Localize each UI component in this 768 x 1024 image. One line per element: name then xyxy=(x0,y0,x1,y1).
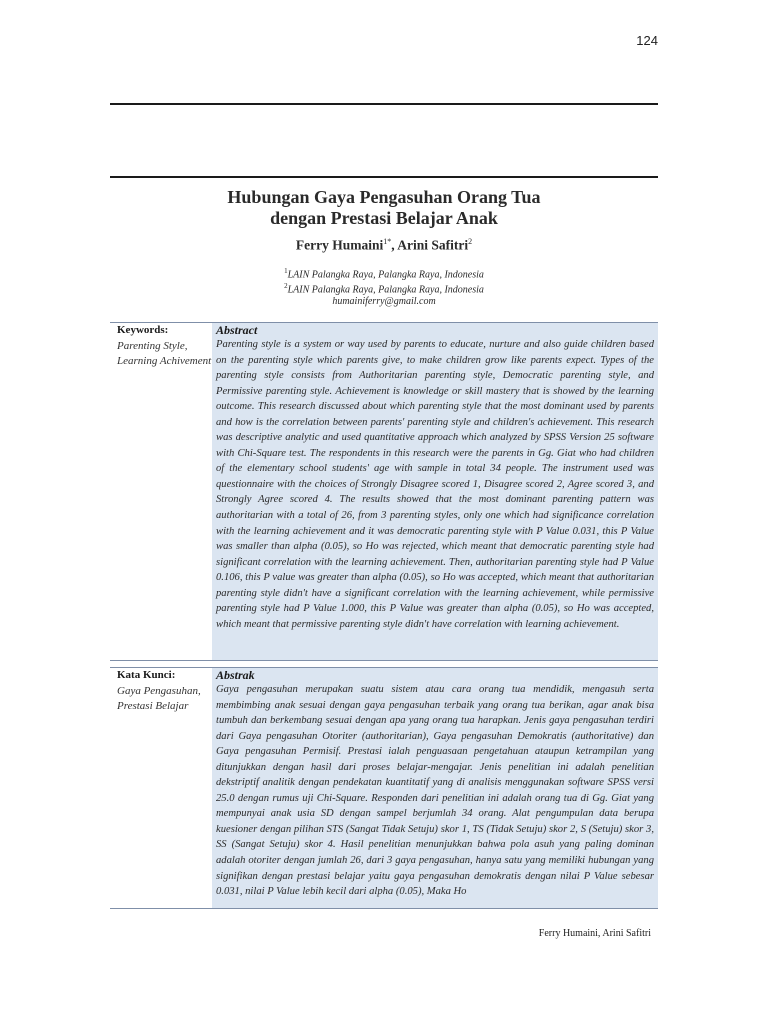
running-footer-authors: Ferry Humaini, Arini Safitri xyxy=(538,928,651,939)
affiliation-2-text: LAIN Palangka Raya, Palangka Raya, Indonesia xyxy=(287,284,484,296)
abstract-heading: Abstract xyxy=(216,323,258,337)
article-title-line-2: dengan Prestasi Belajar Anak xyxy=(270,208,498,228)
corresponding-email: humainiferry@gmail.com xyxy=(332,295,436,307)
abstract-bottom-border xyxy=(110,660,658,661)
article-title xyxy=(110,187,658,229)
abstract-text: Parenting style is a system or way used by parents to educate, nurture and also guide children based on the parenting style which parents give, to make children grow like parents expect. Types of the parenting style consists from Authoritarian parenting style, Democratic parenting style, and Permissive parenting style. Achievement is knowledge or skill mastery that is showed by the learning outcome. This research discussed about which parenting style that the most dominant used by parents and how is the correlation between parents' parenting style and children's achievement. This research was descriptive analytic and used quantitative approach which analyzed by SPSS Version 25 software with Chi-Square test. The respondents in this research were the parents in Gg. Giat who had children of the elementary school students' age with sample in total 34 people. The instrument used was questionnaire with the choices of Strongly Disagree scored 1, Disagree scored 2, Agree scored 3, and Strongly Agree scored 4. The results showed that the most dominant parenting pattern was authoritarian with a total of 26, from 3 parenting styles, only one which had significance correlation with the learning achievement and it was democratic parenting style with P Value 0.031, this P Value was smaller than alpha (0.05), so Ho was rejected, which meant that democratic parenting style had significant correlation with the learning achievement. Then, authoritarian parenting style had P Value 0.106, this P value was greater than alpha (0.05), so Ho was accepted, which meant that authoritarian parenting style didn't have a significant correlation with the learning achievement, while permissive parenting style had P Value 1.000, this P Value was greater than alpha (0.05), so Ho was accepted, which meant that permissive parenting style didn't have correlation with learning achievement. xyxy=(216,339,654,630)
header-rule-bottom xyxy=(110,176,658,178)
article-title-line-1: Hubungan Gaya Pengasuhan Orang Tua xyxy=(227,187,541,207)
affiliation-2-marker: 2 xyxy=(284,281,288,290)
keywords-list: Parenting Style, Learning Achivement xyxy=(117,339,212,367)
kata-kunci-panel xyxy=(110,668,212,715)
affiliation-2 xyxy=(110,281,658,296)
author-2-name: Arini Safitri xyxy=(397,237,469,253)
header-rule-top xyxy=(110,103,658,105)
kata-kunci-heading: Kata Kunci: xyxy=(117,669,176,681)
affiliation-1-marker: 1 xyxy=(284,267,288,275)
abstrak-heading: Abstrak xyxy=(216,668,255,682)
author-2-marker: 2 xyxy=(468,237,473,246)
author-1-marker: 1* xyxy=(383,237,392,246)
affiliation-1-text: LAIN Palangka Raya, Palangka Raya, Indonesia xyxy=(287,269,484,281)
abstrak-panel xyxy=(212,668,658,908)
keywords-heading: Keywords: xyxy=(117,324,169,336)
page-number: 124 xyxy=(636,33,658,48)
author-separator: , xyxy=(391,237,398,253)
author-list xyxy=(110,237,658,254)
keywords-panel xyxy=(110,323,212,370)
author-1-name: Ferry Humaini xyxy=(295,237,384,253)
abstrak-text: Gaya pengasuhan merupakan suatu sistem atau cara orang tua mendidik, mengasuh serta membimbing anak sesuai dengan gaya pengasuhan terbaik yang orang tua berikan, agar anak bisa tumbuh dan berkembang sesuai dengan apa yang orang tua harapkan. Jenis gaya pengasuhan terdiri dari Gaya pengasuhan Otoriter (authoritarian), Gaya pengasuhan Demokratis (authoritative) dan Gaya pengasuhan Permisif. Prestasi ialah penguasaan pengetahuan ataupun ketrampilan yang ditunjukkan dengan hasil dari proses belajar-mengajar. Jenis penelitian ini adalah penelitian dekstriptif analitik dengan pendekatan kuantitatif yang di analisis menggunakan software SPSS versi 25.0 dengan rumus uji Chi-Square. Responden dari penelitian ini adalah orang tua di Gg. Giat yang mempunyai anak usia SD dengan sampel berjumlah 34 orang. Alat pengumpulan data berupa kuesioner dengan pilihan STS (Sangat Tidak Setuju) skor 1, TS (Tidak Setuju) skor 2, S (Setuju) skor 3, SS (Sangat Setuju) skor 4. Hasil penelitian menunjukkan bahwa pola asuh yang paling dominan adalah otoriter dengan jumlah 26, dari 3 gaya pengasuhan, hanya satu yang memiliki hubungan yang signifikan dengan prestasi belajar yaitu gaya pengasuhan demokratis dengan nilai P Value sebesar 0.031, nilai P Value lebih kecil dari alpha (0.05), Maka Ho xyxy=(216,684,654,898)
kata-kunci-list: Gaya Pengasuhan, Prestasi Belajar xyxy=(117,684,201,712)
abstract-panel xyxy=(212,323,658,660)
abstrak-bottom-border xyxy=(110,908,658,909)
affiliations xyxy=(110,266,658,307)
affiliation-1 xyxy=(110,266,658,281)
